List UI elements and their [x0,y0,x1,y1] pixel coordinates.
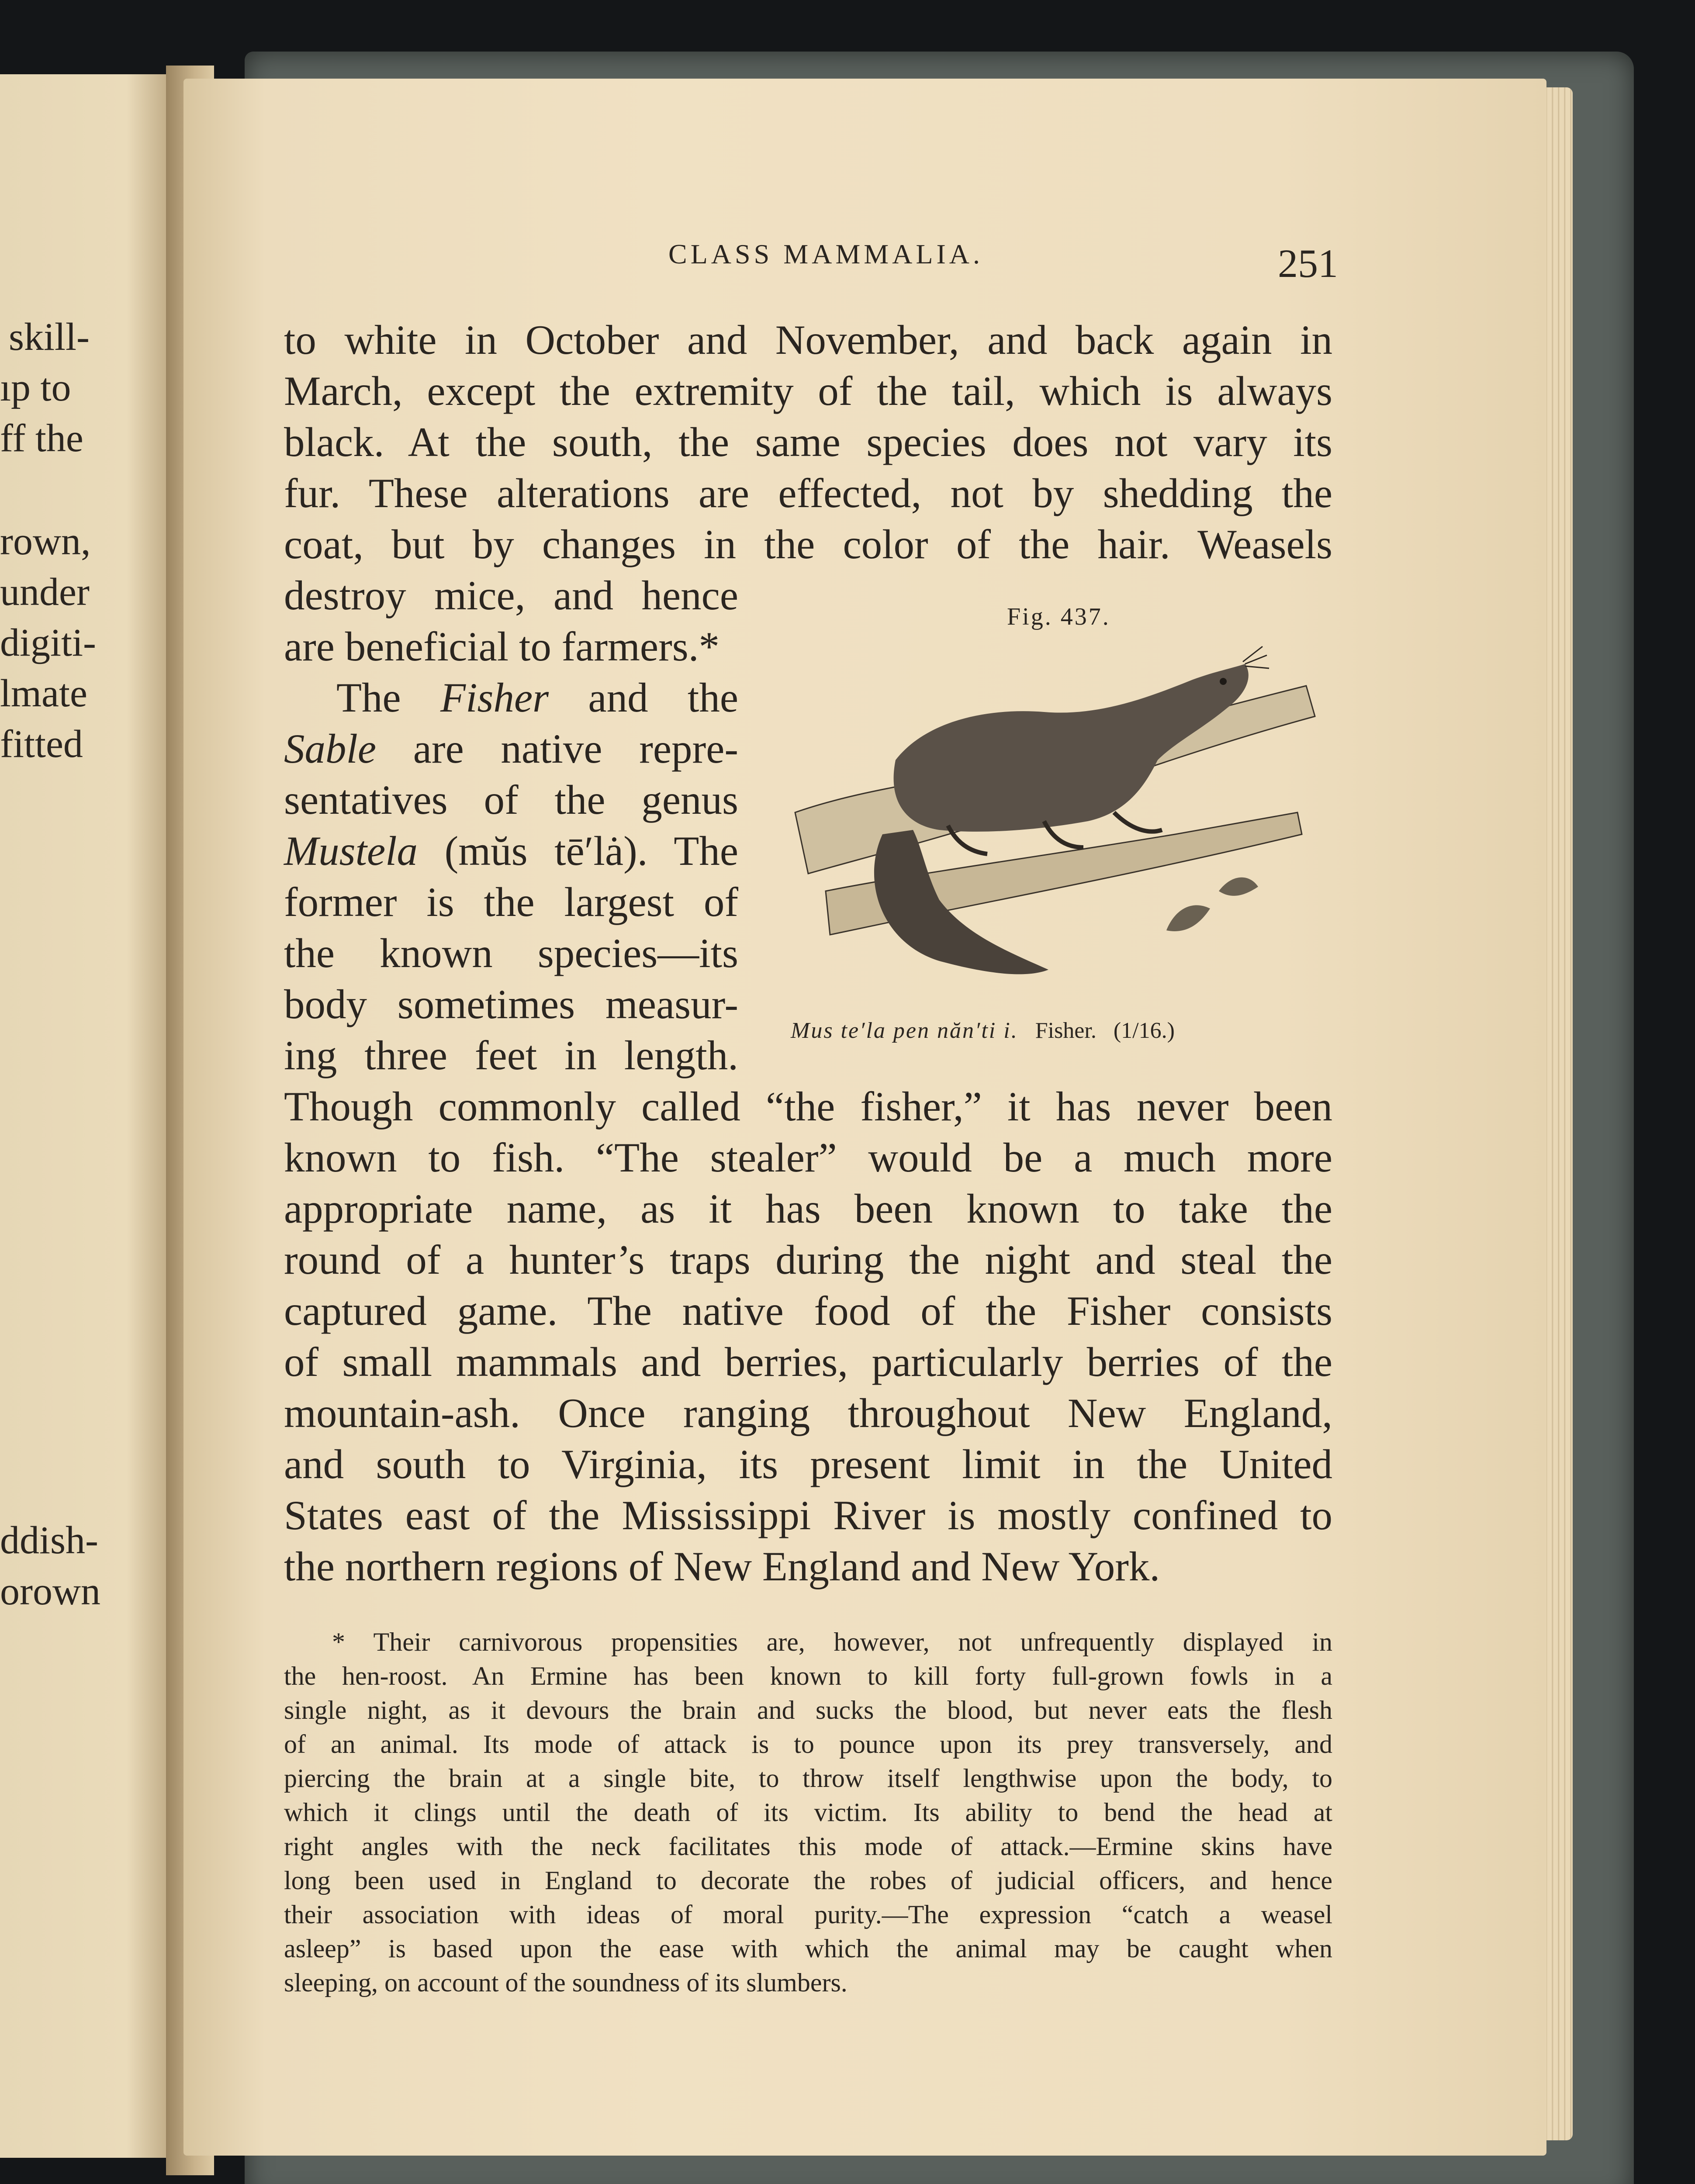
left-fragment: fitted [0,722,83,766]
body-line: Sable are native repre- [284,726,738,772]
left-fragment: ddish- [0,1519,98,1562]
page-number: 251 [1278,241,1338,286]
left-fragment: rown, [0,520,91,563]
body-line: of small mammals and berries, particularly berries of the [284,1339,1332,1385]
figure-caption-scale: (1/16.) [1113,1018,1175,1043]
footnote-line: their association with ideas of moral purity.—The expression “catch a weasel [284,1900,1332,1929]
genus-name: Mustela [284,828,418,874]
left-fragment: digiti- [0,621,96,664]
left-fragment: under [0,570,90,614]
body-line: Though commonly called “the fisher,” it has never been [284,1083,1332,1130]
body-line: to white in October and November, and back again in [284,317,1332,363]
footnote-line: right angles with the neck facilitates this mode of attack.—Ermine skins have [284,1832,1332,1861]
body-line: appropriate name, as it has been known to take the [284,1185,1332,1232]
footnote-line: single night, as it devours the brain and sucks the blood, but never eats the flesh [284,1696,1332,1724]
species-name-sable: Sable [284,726,377,772]
footnote-line: asleep” is based upon the ease with which the animal may be caught when [284,1934,1332,1963]
body-line: States east of the Mississippi River is mostly confined to [284,1492,1332,1538]
left-fragment: skill- [9,315,90,359]
body-line: coat, but by changes in the color of the hair. Weasels [284,521,1332,567]
footnote-line: which it clings until the death of its victim. Its ability to bend the head at [284,1798,1332,1827]
body-line: March, except the extremity of the tail, which is always [284,368,1332,414]
body-line: sentatives of the genus [284,777,738,823]
body-line: destroy mice, and hence [284,572,738,619]
body-line: The Fisher and the [336,674,738,721]
species-name-fisher: Fisher [440,674,549,721]
left-fragment: orown [0,1570,100,1613]
fisher-illustration [782,629,1332,1013]
body-line: black. At the south, the same species does not vary its [284,419,1332,465]
body-line: body sometimes measur- [284,981,738,1027]
footnote-line: of an animal. Its mode of attack is to pounce upon its prey transversely, and [284,1730,1332,1759]
body-line: Mustela (mŭs tē′lȧ). The [284,828,738,874]
body-line: known to fish. “The stealer” would be a much more [284,1134,1332,1181]
body-line: and south to Virginia, its present limit in the United [284,1441,1332,1487]
left-fragment: ıp to [0,366,71,409]
footnote-line: piercing the brain at a single bite, to throw itself lengthwise upon the body, to [284,1764,1332,1793]
body-line: the known species—its [284,930,738,976]
footnote-line: long been used in England to decorate the robes of judicial officers, and hence [284,1866,1332,1895]
footnote-line: the hen-roost. An Ermine has been known to kill forty full-grown fowls in a [284,1662,1332,1690]
body-line: captured game. The native food of the Fisher consists [284,1288,1332,1334]
footnote-line: * Their carnivorous propensities are, however, not unfrequently displayed in [332,1628,1332,1656]
left-fragment: ff the [0,417,83,460]
left-fragment: lmate [0,672,87,715]
figure-caption [791,1018,1175,1044]
running-head: CLASS MAMMALIA. [668,238,983,270]
body-line: ing three feet in length. [284,1032,738,1078]
footnote-line: sleeping, on account of the soundness of its slumbers. [284,1968,848,1997]
body-line: former is the largest of [284,879,738,925]
figure-caption-common: Fisher. [1035,1018,1097,1043]
body-line: round of a hunter’s traps during the night and steal the [284,1237,1332,1283]
body-line: are beneficial to farmers.* [284,623,720,670]
figure-caption-latin: Mus te′la pen năn′ti i. [791,1018,1018,1043]
body-line: fur. These alterations are effected, not by shedding the [284,470,1332,516]
body-line: mountain-ash. Once ranging throughout New England, [284,1390,1332,1436]
figure-label: Fig. 437. [1007,603,1110,630]
body-line: the northern regions of New England and New York. [284,1543,1160,1590]
